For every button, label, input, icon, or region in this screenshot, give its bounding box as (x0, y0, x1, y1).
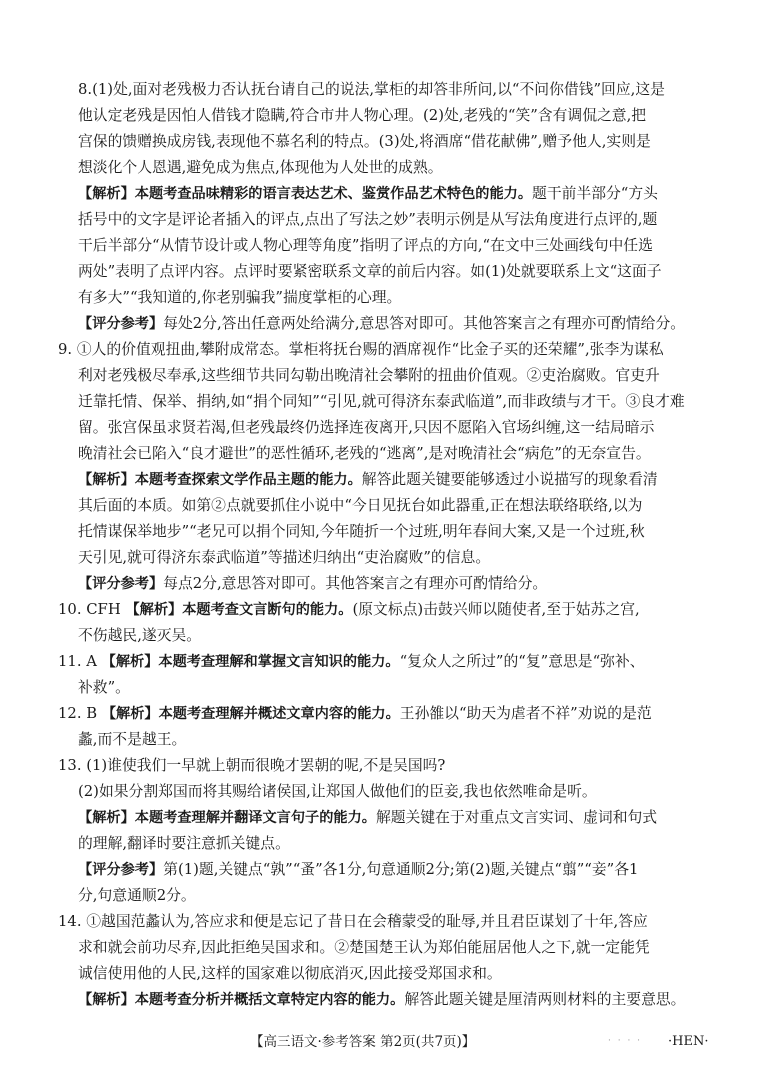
text-line (78, 808, 657, 828)
text-line (78, 236, 653, 256)
text-line (58, 652, 645, 672)
line-text: 不伤越民,遂灭吴。 (78, 627, 202, 644)
text-line (78, 834, 290, 854)
text-line (78, 366, 660, 386)
footer-page-info: 【高三语文·参考答案 第2页(共7页)】 (250, 1034, 476, 1050)
line-text: 有多大”“我知道的,你老别骗我”揣度掌柜的心理。 (78, 289, 402, 306)
line-text: 每处2分,答出任意两处给满分,意思答对即可。其他答案言之有理亦可酌情给分。 (163, 315, 686, 332)
line-text: 13. (1)谁使我们一早就上朝而很晚才罢朝的呢,不是吴国吗? (58, 757, 446, 774)
text-line (78, 132, 651, 152)
line-text: 诚信使用他的人民,这样的国家难以彻底消灭,因此接受郑国求和。 (78, 965, 502, 982)
text-line (58, 912, 648, 932)
line-text: 利对老残极尽奉承,这些细节共同勾勒出晚清社会攀附的扭曲价值观。②吏治腐败。官吏升 (78, 367, 660, 384)
text-line (78, 990, 685, 1010)
text-line (58, 600, 640, 620)
bold-label: 【解析】本题考查探索文学作品主题的能力。 (78, 472, 362, 488)
text-line (78, 106, 646, 126)
text-line (78, 574, 547, 594)
text-line (78, 496, 642, 516)
text-line (78, 548, 490, 568)
text-line (78, 782, 597, 802)
bold-label: 【解析】本题考查分析并概括文章特定内容的能力。 (78, 992, 405, 1008)
line-text: 干后半部分“从情节设计或人物心理等角度”指明了评点的方向,“在文中三处画线句中任选 (78, 237, 653, 254)
line-text: 解答此题关键要能够透过小说描写的现象看清 (361, 471, 658, 488)
line-text: 留。张宫保虽求贤若渴,但老残最终仍选择连夜离开,只因不愿陷入官场纠缠,这一结局暗示 (78, 419, 655, 436)
line-text: 第(1)题,关键点“孰”“蚤”各1分,句意通顺2分;第(2)题,关键点“翦”“妾”各1 (163, 861, 639, 878)
line-text: 分,句意通顺2分。 (78, 887, 196, 904)
text-line (78, 886, 196, 906)
text-line (78, 444, 651, 464)
text-line (78, 184, 658, 204)
line-text: 解答此题关键是厘清两则材料的主要意思。 (404, 991, 686, 1008)
text-line (78, 262, 662, 282)
line-text: 的理解,翻译时要注意抓关键点。 (78, 835, 290, 852)
line-text: 宫保的馈赠换成房钱,表现他不慕名利的特点。(3)处,将酒席“借花献佛”,赠予他人,实则是 (78, 133, 651, 150)
line-text: 题干前半部分“方头 (532, 185, 658, 202)
line-text: 天引见,就可得济东泰武临道”等描述归纳出“吏治腐败”的信息。 (78, 549, 491, 566)
bold-label: 【评分参考】 (78, 316, 164, 332)
bold-label: 【评分参考】 (78, 576, 164, 592)
text-line (78, 158, 443, 178)
line-text: 两处”表明了点评内容。点评时要紧密联系文章的前后内容。如(1)处就要联系上文“这面子 (78, 263, 662, 280)
bold-label: 【评分参考】 (78, 862, 164, 878)
text-line (78, 730, 186, 750)
line-text: 10. CFH (58, 601, 126, 618)
bold-label: 【解析】本题考查品味精彩的语言表达艺术、鉴赏作品艺术特色的能力。 (78, 186, 533, 202)
line-text: 晚清社会已陷入“良才避世”的恶性循环,老残的“逃离”,是对晚清社会“病危”的无奈宣告。 (78, 445, 651, 462)
text-line (78, 470, 658, 490)
line-text: 想淡化个人恩遇,避免成为焦点,体现他为人处世的成熟。 (78, 159, 443, 176)
text-line (78, 314, 685, 334)
bold-label: 【解析】本题考查文言断句的能力。 (125, 602, 353, 618)
text-line (78, 964, 502, 984)
line-text: 他认定老残是因怕人借钱才隐瞒,符合市井人物心理。(2)处,老残的“笑”含有调侃之意,把 (78, 107, 647, 124)
line-text: 王孙雒以“助天为虐者不祥”劝说的是范 (399, 705, 652, 722)
line-text: 其后面的本质。如第②点就要抓住小说中“今日见抚台如此器重,正在想法联络联络,以为 (78, 497, 643, 514)
text-line (58, 340, 664, 360)
line-text: 每点2分,意思答对即可。其他答案言之有理亦可酌情给分。 (163, 575, 548, 592)
text-line (78, 522, 645, 542)
text-line (78, 210, 657, 230)
text-line (58, 704, 652, 724)
line-text: 8.(1)处,面对老残极力否认抚台请自己的说法,掌柜的却答非所问,以“不问你借钱”回应,这是 (78, 81, 665, 98)
text-line (78, 626, 201, 646)
line-text: 括号中的文字是评论者插入的评点,点出了写法之妙”表明示例是从写法角度进行点评的,题 (78, 211, 658, 228)
line-text: 蠡,而不是越王。 (78, 731, 187, 748)
line-text: “复众人之所过”的“复”意思是“弥补、 (399, 653, 645, 670)
text-line (78, 418, 654, 438)
line-text: (2)如果分割郑国而将其赐给诸侯国,让郑国人做他们的臣妾,我也依然唯命是听。 (78, 783, 597, 800)
text-line (78, 938, 650, 958)
line-text: 9. ①人的价值观扭曲,攀附成常态。掌柜将抚台赐的酒席视作“比金子买的还荣耀”,张李为谋私 (58, 341, 664, 358)
line-text: 迁靠托情、保举、捐纳,如“捐个同知”“引见,就可得济东泰武临道”,而非政绩与才干。③良才难 (78, 393, 685, 410)
line-text: (原文标点)击鼓兴师以随使者,至于姑苏之宫, (352, 601, 640, 618)
bold-label: 【解析】本题考查理解并翻译文言句子的能力。 (78, 810, 376, 826)
line-text: 求和就会前功尽弃,因此拒绝吴国求和。②楚国楚王认为郑伯能屈居他人之下,就一定能凭 (78, 939, 650, 956)
text-line (78, 80, 665, 100)
line-text: 补救”。 (78, 679, 130, 696)
text-line (58, 756, 445, 776)
page-footer (0, 1032, 764, 1056)
text-line (78, 392, 685, 412)
line-text: 托情谋保举地步”“老兄可以捐个同知,今年随折一个过班,明年春间大案,又是一个过班,秋 (78, 523, 645, 540)
bold-label: 【解析】本题考查理解和掌握文言知识的能力。 (101, 654, 400, 670)
line-text: 14. ①越国范蠡认为,答应求和便是忘记了昔日在会稽蒙受的耻辱,并且君臣谋划了十年,答应 (58, 913, 648, 930)
footer-code: ·HEN· (668, 1034, 709, 1049)
text-line (78, 860, 638, 880)
bold-label: 【解析】本题考查理解并概述文章内容的能力。 (101, 706, 400, 722)
footer-dots: · · · · (608, 1036, 643, 1046)
line-text: 解题关键在于对重点文言实词、虚词和句式 (375, 809, 658, 826)
text-line (78, 288, 401, 308)
line-text: 12. B (58, 705, 102, 722)
line-text: 11. A (58, 653, 102, 670)
text-line (78, 678, 130, 698)
